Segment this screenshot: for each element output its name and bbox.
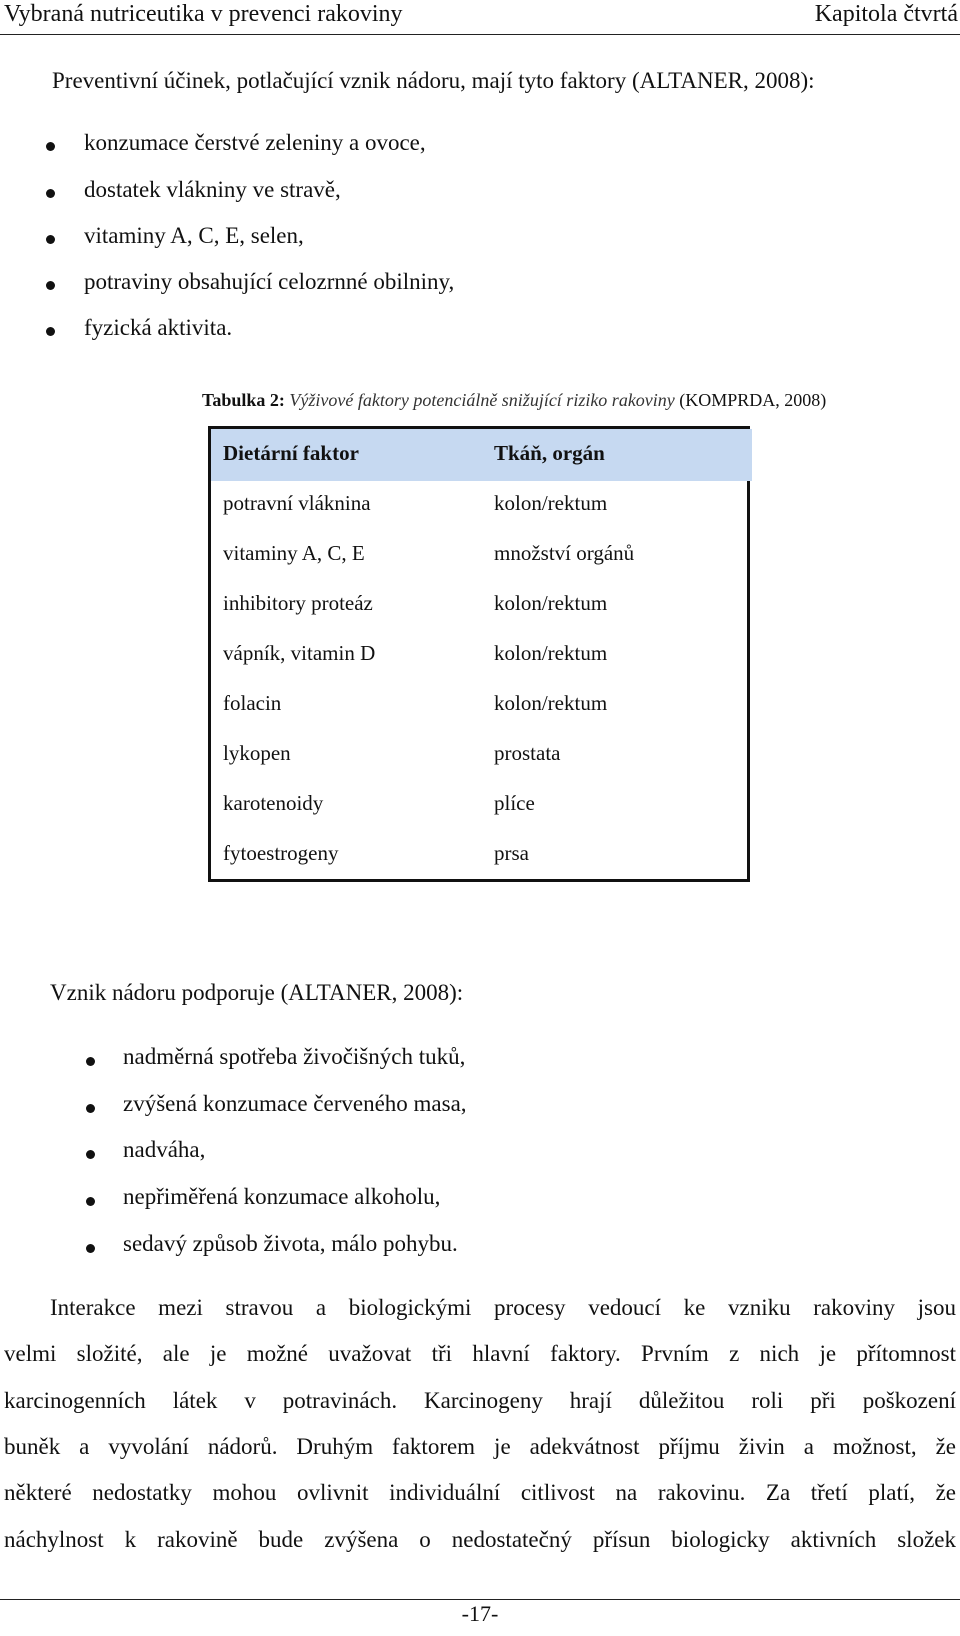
footer-divider xyxy=(0,1599,960,1600)
bullet-icon xyxy=(46,142,55,151)
table-header-row xyxy=(211,429,752,481)
list-item-text: nadměrná spotřeba živočišných tuků, xyxy=(123,1044,466,1069)
table-cell-factor: folacin xyxy=(223,691,282,715)
bullet-icon xyxy=(46,235,55,244)
table-cell-factor: vápník, vitamin D xyxy=(223,641,376,665)
table-header-factor: Dietární faktor xyxy=(223,441,359,465)
table-cell-factor: vitaminy A, C, E xyxy=(223,541,365,565)
list-item-text: zvýšená konzumace červeného masa, xyxy=(123,1091,467,1116)
intro-text: Preventivní účinek, potlačující vznik nádoru, mají tyto faktory (ALTANER, 2008): xyxy=(52,68,815,93)
table-header-organ: Tkáň, orgán xyxy=(494,441,605,465)
table-cell-factor: potravní vláknina xyxy=(223,491,371,515)
list-item-text: vitaminy A, C, E, selen, xyxy=(84,223,304,248)
paragraph-line: velmi složité, ale je možné uvažovat tři hlavní faktory. Prvním z nich je přítomnost xyxy=(4,1341,956,1366)
table-cell-organ: kolon/rektum xyxy=(494,491,608,515)
table-caption-title: Výživové faktory potenciálně snižující riziko rakoviny xyxy=(289,390,675,410)
table-cell-organ: množství orgánů xyxy=(494,541,635,565)
list-item-text: nadváha, xyxy=(123,1137,206,1162)
bullet-icon xyxy=(46,327,55,336)
list-item-text: dostatek vlákniny ve stravě, xyxy=(84,177,341,202)
table-cell-organ: prostata xyxy=(494,741,561,765)
factors-table xyxy=(208,426,750,882)
table-cell-factor: inhibitory proteáz xyxy=(223,591,373,615)
table-cell-organ: kolon/rektum xyxy=(494,641,608,665)
list-item-text: konzumace čerstvé zeleniny a ovoce, xyxy=(84,130,426,155)
table-cell-factor: lykopen xyxy=(223,741,291,765)
bullet-icon xyxy=(86,1057,95,1066)
table-caption-source: (KOMPRDA, 2008) xyxy=(679,390,827,410)
bullet-icon xyxy=(86,1244,95,1253)
table-cell-organ: plíce xyxy=(494,791,535,815)
paragraph-line: Interakce mezi stravou a biologickými procesy vedoucí ke vzniku rakoviny jsou xyxy=(50,1295,956,1320)
bullet-icon xyxy=(46,189,55,198)
paragraph-line: některé nedostatky mohou ovlivnit individuální citlivost na rakovinu. Za třetí platí, že xyxy=(4,1480,956,1505)
risk-text: Vznik nádoru podporuje (ALTANER, 2008): xyxy=(50,980,464,1005)
table-cell-organ: kolon/rektum xyxy=(494,691,608,715)
table-cell-organ: kolon/rektum xyxy=(494,591,608,615)
table-caption xyxy=(202,390,826,411)
paragraph-line: náchylnost k rakovině bude zvýšena o nedostatečný přísun biologicky aktivních složek xyxy=(4,1527,956,1552)
bullet-icon xyxy=(46,281,55,290)
page-number: -17- xyxy=(461,1601,499,1626)
bullet-icon xyxy=(86,1150,95,1159)
header-chapter-title: Vybraná nutriceutika v prevenci rakoviny xyxy=(4,1,403,27)
table-cell-organ: prsa xyxy=(494,841,529,865)
list-item-text: potraviny obsahující celozrnné obilniny, xyxy=(84,269,455,294)
bullet-icon xyxy=(86,1197,95,1206)
paragraph-line: karcinogenních látek v potravinách. Karcinogeny hrají důležitou roli při poškození xyxy=(4,1388,956,1413)
list-item-text: fyzická aktivita. xyxy=(84,315,233,340)
table-caption-label: Tabulka 2: xyxy=(202,390,285,410)
running-header xyxy=(0,0,960,35)
paragraph-line: buněk a vyvolání nádorů. Druhým faktorem je adekvátnost příjmu živin a možnost, že xyxy=(4,1434,956,1459)
list-item-text: nepřiměřená konzumace alkoholu, xyxy=(123,1184,441,1209)
table-cell-factor: karotenoidy xyxy=(223,791,324,815)
header-chapter-number: Kapitola čtvrtá xyxy=(814,1,958,27)
bullet-icon xyxy=(86,1104,95,1113)
list-item-text: sedavý způsob života, málo pohybu. xyxy=(123,1231,458,1256)
table-cell-factor: fytoestrogeny xyxy=(223,841,339,865)
